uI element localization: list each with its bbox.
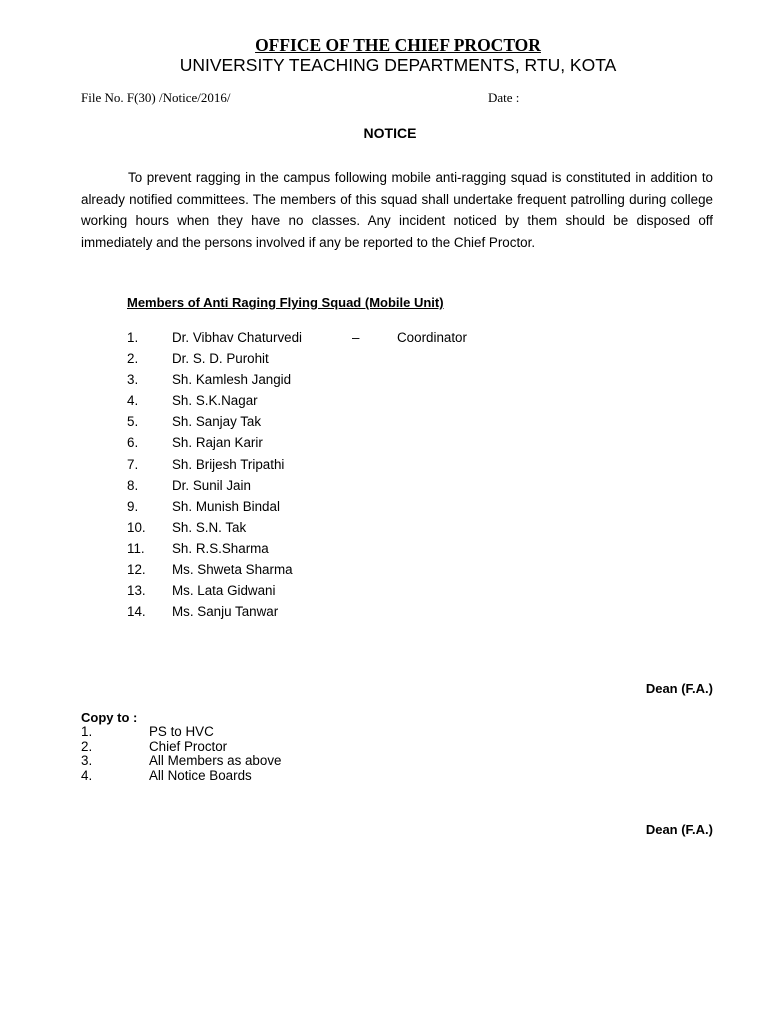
member-number: 4.: [127, 393, 139, 409]
member-number: 11.: [127, 540, 145, 556]
copy-to-text: PS to HVC: [149, 724, 214, 739]
copy-to-item: [81, 739, 481, 754]
member-name: Sh. S.K.Nagar: [172, 393, 258, 409]
member-number: 9.: [127, 498, 139, 514]
copy-to-heading: Copy to :: [81, 710, 138, 725]
member-name: Dr. S. D. Purohit: [172, 351, 269, 367]
copy-to-number: 4.: [81, 767, 93, 783]
university-title: UNIVERSITY TEACHING DEPARTMENTS, RTU, KOTA: [179, 55, 617, 75]
copy-to-list: [81, 724, 481, 782]
member-item: [127, 393, 627, 414]
member-role: Coordinator: [397, 330, 467, 345]
member-name: Sh. Sanjay Tak: [172, 414, 262, 430]
member-item: [127, 372, 627, 393]
member-item: [127, 583, 627, 604]
member-number: 13.: [127, 583, 146, 599]
copy-to-text: All Notice Boards: [149, 767, 252, 783]
member-item: [127, 562, 627, 583]
member-item: [127, 330, 627, 351]
copy-to-item: [81, 753, 481, 768]
notice-body: To prevent ragging in the campus following mobile anti-ragging squad is constituted in addition to already notified committees. The members of this squad shall undertake frequent patrolling during college working hours when they have no classes. Any incident noticed by them should be disposed off immediately and the persons involved if any be reported to the Chief Proctor.: [81, 170, 713, 250]
date-label: Date :: [488, 90, 520, 105]
member-item: [127, 351, 627, 372]
member-number: 14.: [127, 604, 146, 620]
member-name: Ms. Lata Gidwani: [172, 583, 276, 599]
member-item: [127, 520, 627, 541]
member-item: [127, 478, 627, 499]
member-item: [127, 541, 627, 562]
members-list: [127, 330, 627, 625]
member-name: Dr. Sunil Jain: [172, 477, 251, 493]
member-number: 8.: [127, 477, 139, 493]
member-dash: –: [352, 330, 360, 345]
signature-dean: Dean (F.A.): [645, 681, 713, 696]
member-item: [127, 435, 627, 456]
member-name: Sh. S.N. Tak: [172, 519, 247, 535]
member-item: [127, 457, 627, 478]
member-item: [127, 604, 627, 625]
copy-to-number: 1.: [81, 724, 93, 739]
copy-to-item: [81, 768, 481, 783]
member-number: 3.: [127, 372, 139, 388]
member-name: Sh. Rajan Karir: [172, 435, 263, 451]
member-number: 12.: [127, 562, 146, 578]
member-name: Ms. Shweta Sharma: [172, 562, 293, 578]
member-number: 6.: [127, 435, 139, 451]
member-name: Sh. R.S.Sharma: [172, 540, 269, 556]
member-item: [127, 414, 627, 435]
member-name: Sh. Munish Bindal: [172, 498, 280, 514]
member-item: [127, 499, 627, 520]
member-number: 1.: [127, 330, 139, 345]
member-number: 7.: [127, 456, 139, 472]
copy-to-text: Chief Proctor: [149, 738, 228, 754]
file-number: File No. F(30) /Notice/2016/: [81, 90, 231, 105]
copy-to-number: 2.: [81, 738, 93, 754]
copy-to-item: [81, 724, 481, 739]
office-title: OFFICE OF THE CHIEF PROCTOR: [255, 35, 541, 55]
notice-heading: NOTICE: [363, 125, 417, 141]
signature-dean: Dean (F.A.): [645, 822, 713, 837]
members-heading: Members of Anti Raging Flying Squad (Mobile Unit): [127, 295, 444, 310]
member-number: 2.: [127, 351, 139, 367]
member-name: Dr. Vibhav Chaturvedi: [172, 330, 303, 345]
member-name: Sh. Kamlesh Jangid: [172, 372, 292, 388]
copy-to-text: All Members as above: [149, 753, 282, 768]
member-number: 5.: [127, 414, 139, 430]
member-name: Sh. Brijesh Tripathi: [172, 456, 285, 472]
copy-to-number: 3.: [81, 753, 93, 768]
member-number: 10.: [127, 519, 146, 535]
member-name: Ms. Sanju Tanwar: [172, 604, 279, 620]
